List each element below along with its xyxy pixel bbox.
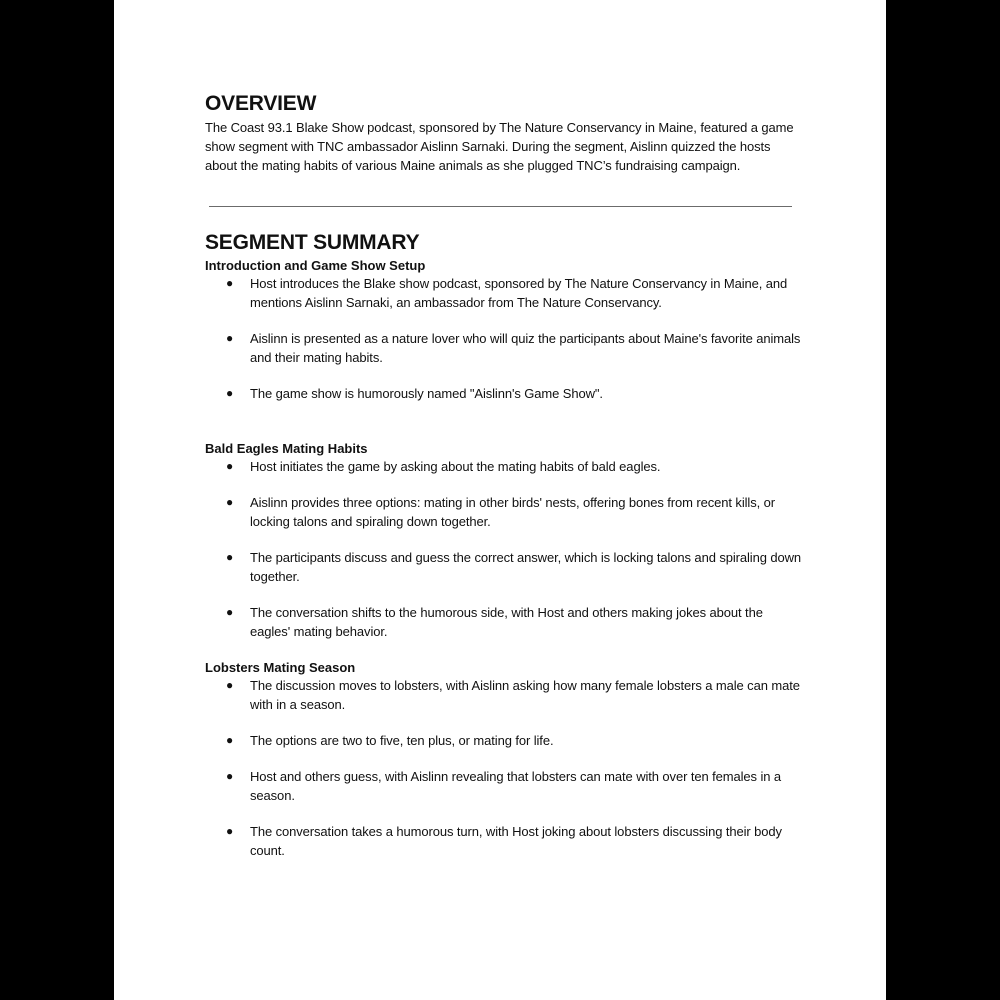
list-item-text: Host and others guess, with Aislinn revealing that lobsters can mate with over ten females in a season. [250, 769, 782, 803]
list-item [205, 676, 805, 714]
document-page [114, 0, 886, 1000]
list-item [205, 767, 805, 805]
list-item-text: The options are two to five, ten plus, or mating for life. [250, 733, 554, 748]
bullet-icon: ● [226, 769, 234, 783]
section-title: Bald Eagles Mating Habits [205, 441, 368, 456]
list-item [205, 329, 805, 367]
list-item [205, 274, 805, 312]
bullet-icon: ● [226, 605, 234, 619]
list-item-text: The conversation shifts to the humorous side, with Host and others making jokes about the eagles' mating behavior. [250, 605, 763, 639]
list-item-text: The participants discuss and guess the correct answer, which is locking talons and spiraling down together. [250, 550, 802, 584]
list-item [205, 384, 805, 403]
overview-heading: OVERVIEW [205, 92, 317, 115]
section-divider [209, 206, 792, 207]
bullet-list [205, 457, 805, 641]
section-title: Introduction and Game Show Setup [205, 258, 426, 273]
overview-paragraph: The Coast 93.1 Blake Show podcast, sponsored by The Nature Conservancy in Maine, featured a game show segment with TNC ambassador Aislinn Sarnaki. During the segment, Aislinn quizzed the hosts about the mating habits of various Maine animals as she plugged TNC’s fundraising campaign. [205, 120, 794, 173]
spacer [205, 403, 805, 440]
section-introduction [205, 257, 805, 403]
list-item [205, 603, 805, 641]
bullet-icon: ● [226, 733, 234, 747]
section-lobsters [205, 659, 805, 860]
segment-summary-heading: SEGMENT SUMMARY [205, 231, 420, 254]
list-item [205, 548, 805, 586]
list-item [205, 731, 805, 750]
bullet-icon: ● [226, 495, 234, 509]
list-item-text: Aislinn is presented as a nature lover who will quiz the participants about Maine's favorite animals and their mating habits. [250, 331, 801, 365]
bullet-icon: ● [226, 331, 234, 345]
spacer [205, 641, 805, 659]
list-item-text: Aislinn provides three options: mating in other birds' nests, offering bones from recent kills, or locking talons and spiraling down together. [250, 495, 775, 529]
list-item-text: The discussion moves to lobsters, with Aislinn asking how many female lobsters a male can mate with in a season. [250, 678, 800, 712]
list-item-text: Host introduces the Blake show podcast, sponsored by The Nature Conservancy in Maine, and mentions Aislinn Sarnaki, an ambassador from The Nature Conservancy. [250, 276, 788, 310]
bullet-icon: ● [226, 550, 234, 564]
bullet-icon: ● [226, 459, 234, 473]
bullet-icon: ● [226, 824, 234, 838]
list-item [205, 493, 805, 531]
document-content [205, 90, 805, 860]
list-item-text: Host initiates the game by asking about the mating habits of bald eagles. [250, 459, 661, 474]
list-item [205, 457, 805, 476]
bullet-list [205, 274, 805, 403]
bullet-icon: ● [226, 276, 234, 290]
bullet-icon: ● [226, 678, 234, 692]
list-item-text: The conversation takes a humorous turn, with Host joking about lobsters discussing their body count. [250, 824, 782, 858]
section-bald-eagles [205, 440, 805, 641]
bullet-list [205, 676, 805, 860]
list-item-text: The game show is humorously named "Aislinn's Game Show". [250, 386, 603, 401]
bullet-icon: ● [226, 386, 234, 400]
section-title: Lobsters Mating Season [205, 660, 356, 675]
list-item [205, 822, 805, 860]
